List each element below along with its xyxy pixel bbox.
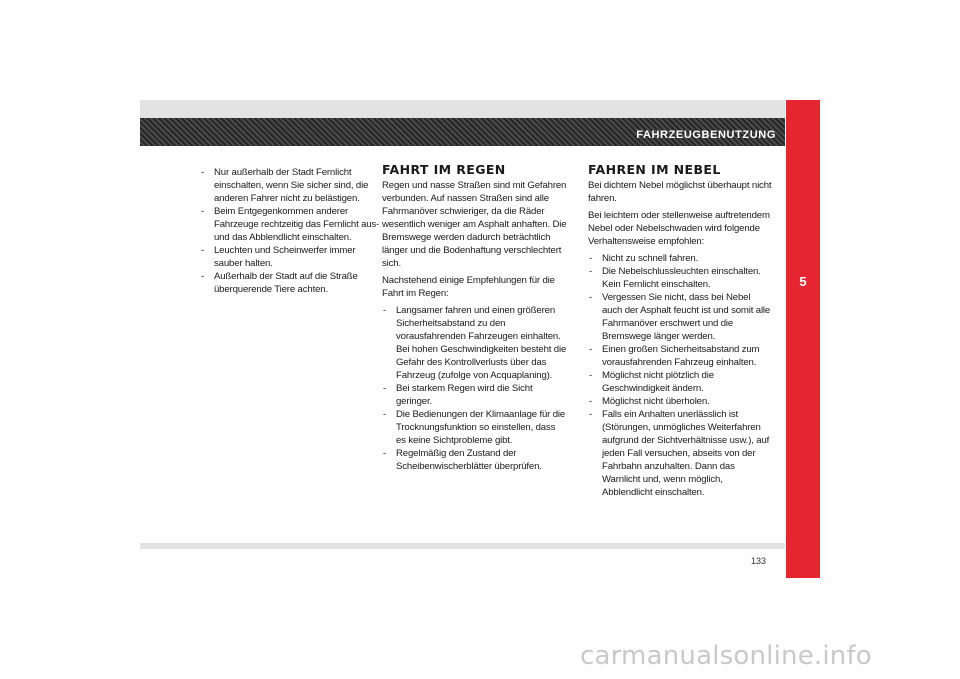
section-title: FAHRZEUGBENUTZUNG <box>636 129 776 141</box>
lighting-tips-list <box>200 166 385 296</box>
footer-rule <box>140 543 785 549</box>
chapter-tab <box>786 100 820 578</box>
column-1 <box>200 166 385 296</box>
list-item: - Einen großen Sicherheitsabstand zum vorausfahrenden Fahrzeug einhalten. <box>588 343 773 369</box>
list-item: - Außerhalb der Stadt auf die Straße überquerende Tiere achten. <box>200 270 385 296</box>
list-item: - Möglichst nicht überholen. <box>588 395 773 408</box>
fog-paragraph: Bei dichtem Nebel möglichst überhaupt nicht fahren. <box>588 180 772 204</box>
list-item: - Regelmäßig den Zustand der Scheibenwischerblätter überprüfen. <box>382 447 567 473</box>
list-item: - Nur außerhalb der Stadt Fernlicht einschalten, wenn Sie sicher sind, die anderen Fahrer nicht zu belästigen. <box>200 166 385 205</box>
list-item: - Möglichst nicht plötzlich die Geschwindigkeit ändern. <box>588 369 773 395</box>
column-3 <box>588 162 773 499</box>
rain-tips-list <box>382 304 567 473</box>
rain-paragraph: Regen und nasse Straßen sind mit Gefahren verbunden. Auf nassen Straßen sind alle Fahrmanöver schwieriger, da die Räder wesentlich weniger am Asphalt anhaften. Die Bremswege werden dadurch beträchtlich länger und die Bodenhaftung verschlechtert sich. <box>382 180 567 269</box>
list-item: - Vergessen Sie nicht, dass bei Nebel auch der Asphalt feucht ist und somit alle Fahrmanöver erschwert und die Bremswege länger werden. <box>588 291 773 343</box>
list-item: - Falls ein Anhalten unerlässlich ist (Störungen, unmögliches Weiterfahren aufgrund der Sichtverhältnisse usw.), auf jeden Fall versuchen, abseits von der Fahrbahn anzuhalten. Dann das Warnlicht und, wenn möglich, Abblendlicht einschalten. <box>588 408 773 499</box>
list-item: - Leuchten und Scheinwerfer immer sauber halten. <box>200 244 385 270</box>
list-item: - Langsamer fahren und einen größeren Sicherheitsabstand zu den vorausfahrenden Fahrzeugen einhalten. Bei hohen Geschwindigkeiten besteht die Gefahr des Kontrollverlusts über das Fahrzeug (zufolge von Acquaplaning). <box>382 304 567 382</box>
rain-heading: FAHRT IM REGEN <box>382 162 506 177</box>
list-item: - Nicht zu schnell fahren. <box>588 252 773 265</box>
column-2 <box>382 162 567 473</box>
rain-paragraph: Nachstehend einige Empfehlungen für die Fahrt im Regen: <box>382 275 555 299</box>
fog-tips-list <box>588 252 773 499</box>
chapter-number: 5 <box>799 274 807 289</box>
list-item: - Bei starkem Regen wird die Sicht geringer. <box>382 382 567 408</box>
fog-heading: FAHREN IM NEBEL <box>588 162 721 177</box>
fog-paragraph: Bei leichtem oder stellenweise auftretendem Nebel oder Nebelschwaden wird folgende Verhaltensweise empfohlen: <box>588 210 770 247</box>
list-item: - Die Bedienungen der Klimaanlage für die Trocknungsfunktion so einstellen, dass es keine Sichtprobleme gibt. <box>382 408 567 447</box>
list-item: - Die Nebelschlussleuchten einschalten. Kein Fernlicht einschalten. <box>588 265 773 291</box>
list-item: - Beim Entgegenkommen anderer Fahrzeuge rechtzeitig das Fernlicht aus- und das Abblendlicht einschalten. <box>200 205 385 244</box>
page-number: 133 <box>750 556 766 566</box>
watermark: carmanualsonline.info <box>580 641 872 671</box>
header-band-light <box>140 100 785 118</box>
